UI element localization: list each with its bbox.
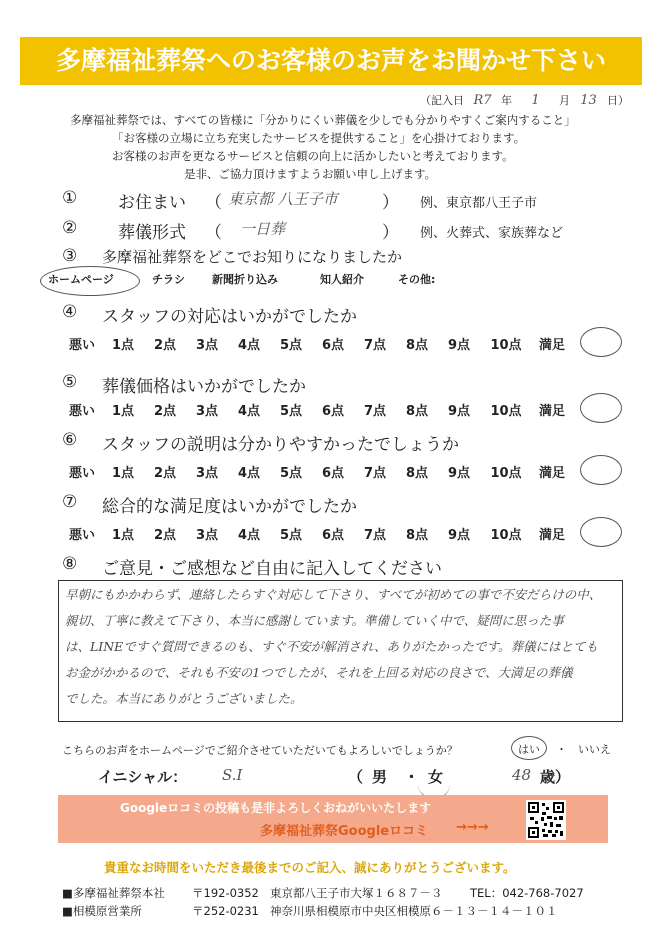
scale-6: 6点 [321, 404, 345, 419]
q2-answer: 一日葬 [240, 220, 286, 238]
scale-bad: 悪い [68, 338, 95, 353]
scale-2: 2点 [153, 338, 177, 353]
initials-open-paren: （ [348, 768, 364, 786]
scale-4: 4点 [237, 404, 261, 419]
q5-answer-circle [580, 393, 622, 423]
gender-female: 女 [428, 768, 444, 786]
q1-example: 例、東京都八王子市 [420, 196, 538, 211]
scale-6: 6点 [321, 466, 345, 481]
consent-yes: はい [518, 743, 540, 756]
thanks-message: 貴重なお時間をいただき最後までのご記入、誠にありがとうございます。 [104, 860, 516, 875]
scale-2: 2点 [153, 404, 177, 419]
q7-scale [62, 524, 622, 543]
scale-3: 3点 [195, 404, 219, 419]
q3-label: 多摩福祉葬祭をどこでお知りになりましたか [102, 248, 403, 266]
google-review-line-1: Googleロコミの投稿も是非よろしくおねがいいたします [120, 801, 432, 815]
scale-5: 5点 [279, 528, 303, 543]
date-month: 1 [531, 93, 540, 108]
office-sagamihara-address: 神奈川県相模原市中央区相模原６－１３－１４－１０１ [270, 904, 558, 918]
scale-10: 10点 [490, 528, 522, 543]
q3-option-newspaper: 新聞折り込み [212, 273, 278, 286]
scale-3: 3点 [195, 338, 219, 353]
comment-line-1: 早朝にもかかわらず、連絡したらすぐ対応して下さり、すべてが初めての事で不安だらけの中、 [65, 587, 602, 602]
scale-5: 5点 [279, 338, 303, 353]
scale-8: 8点 [405, 338, 429, 353]
initials-value: S.I [222, 766, 243, 784]
age-value: 48 [512, 766, 532, 784]
scale-2: 2点 [153, 528, 177, 543]
q4-answer-circle [580, 327, 622, 357]
intro-line-3: お客様のお声を更なるサービスと信頼の向上に活かしたいと考えております。 [112, 149, 514, 163]
scale-7: 7点 [363, 528, 387, 543]
scale-6: 6点 [321, 528, 345, 543]
q1-close-paren: ） [382, 193, 399, 213]
q3-option-flyer: チラシ [152, 273, 185, 286]
q4-number: ④ [62, 302, 78, 322]
scale-7: 7点 [363, 466, 387, 481]
scale-9: 9点 [447, 466, 471, 481]
gender-dot: ・ [404, 768, 420, 786]
initials-label: イニシャル： [98, 768, 188, 786]
office-hq-address: 東京都八王子市大塚１６８７－３ [270, 886, 443, 900]
office-hq-tel: TEL：042-768-7027 [470, 886, 584, 900]
date-era: R7 [473, 93, 492, 108]
entry-date [420, 92, 629, 108]
q8-number: ⑧ [62, 554, 78, 574]
q8-label: ご意見・ご感想など自由に記入してください [102, 559, 442, 579]
q5-number: ⑤ [62, 372, 78, 392]
scale-9: 9点 [447, 528, 471, 543]
scale-bad: 悪い [68, 528, 95, 543]
scale-1: 1点 [111, 404, 135, 419]
q6-answer-circle [580, 455, 622, 485]
office-hq-name: ■多摩福祉葬祭本社 [62, 886, 165, 900]
scale-satisfied: 満足 [538, 466, 565, 481]
q3-option-other: その他: [398, 273, 436, 286]
scale-6: 6点 [321, 338, 345, 353]
intro-line-2: 「お客様の立場に立ち充実したサービスを提供すること」を心掛けております。 [112, 131, 526, 145]
office-sagamihara-name: ■相模原営業所 [62, 904, 142, 918]
q5-label: 葬儀価格はいかがでしたか [102, 377, 306, 397]
q2-label: 葬儀形式 [118, 223, 186, 243]
q2-open-paren: （ [205, 223, 222, 243]
qr-code-icon[interactable] [526, 800, 566, 840]
date-month-unit: 月 [559, 94, 570, 107]
q1-label: お住まい [118, 193, 186, 213]
comment-line-5: でした。本当にありがとうございました。 [65, 691, 303, 706]
q6-label: スタッフの説明は分かりやすかったでしょうか [102, 435, 459, 455]
q1-answer: 東京都 八王子市 [228, 190, 338, 208]
age-unit: 歳） [540, 768, 571, 786]
q5-scale [62, 400, 622, 419]
q7-label: 総合的な満足度はいかがでしたか [102, 497, 357, 517]
q7-answer-circle [580, 517, 622, 547]
scale-bad: 悪い [68, 466, 95, 481]
scale-9: 9点 [447, 404, 471, 419]
office-hq-zip: 〒192-0352 [192, 886, 259, 900]
scale-1: 1点 [111, 466, 135, 481]
scale-7: 7点 [363, 404, 387, 419]
q3-option-referral: 知人紹介 [320, 273, 364, 286]
date-label: （記入日 [420, 94, 464, 107]
date-day-unit: 日） [607, 94, 629, 107]
google-review-line-2: 多摩福祉葬祭Googleロコミ [260, 824, 429, 839]
date-year-unit: 年 [501, 94, 512, 107]
scale-4: 4点 [237, 528, 261, 543]
q3-option-homepage: ホームページ [48, 273, 114, 286]
q1-number: ① [62, 188, 78, 208]
q7-number: ⑦ [62, 492, 78, 512]
scale-10: 10点 [490, 404, 522, 419]
consent-no: いいえ [578, 743, 611, 756]
comment-line-2: 親切、丁寧に教えて下さり、本当に感謝しています。準備していく中で、疑問に思った事 [65, 613, 564, 628]
consent-dot: ・ [556, 743, 567, 756]
scale-satisfied: 満足 [538, 338, 565, 353]
q2-close-paren: ） [382, 223, 399, 243]
page-title: 多摩福祉葬祭へのお客様のお声をお聞かせ下さい [55, 46, 606, 75]
scale-satisfied: 満足 [538, 528, 565, 543]
scale-3: 3点 [195, 466, 219, 481]
scale-8: 8点 [405, 404, 429, 419]
intro-line-4: 是非、ご協力頂けますようお願い申し上げます。 [184, 167, 437, 181]
comment-line-4: お金がかかるので、それも不安の1つでしたが、それを上回る対応の良さで、大満足の葬儀 [65, 665, 573, 680]
gender-male: 男 [372, 768, 388, 786]
scale-satisfied: 満足 [538, 404, 565, 419]
q4-label: スタッフの対応はいかがでしたか [102, 307, 357, 327]
scale-7: 7点 [363, 338, 387, 353]
date-day: 13 [580, 93, 597, 108]
scale-5: 5点 [279, 466, 303, 481]
scale-3: 3点 [195, 528, 219, 543]
q2-number: ② [62, 218, 78, 238]
scale-9: 9点 [447, 338, 471, 353]
q1-open-paren: （ [205, 193, 222, 213]
q6-scale [62, 462, 622, 481]
intro-line-1: 多摩福祉葬祭では、すべての皆様に「分かりにくい葬儀を少しでも分かりやすくご案内すること」 [70, 113, 576, 127]
google-review-arrows: →→→ [456, 820, 489, 835]
q2-example: 例、火葬式、家族葬など [420, 226, 564, 241]
scale-4: 4点 [237, 338, 261, 353]
comment-line-3: は、LINEですぐ質問できるのも、すぐ不安が解消され、ありがたかったです。葬儀にはとても [65, 639, 599, 654]
scale-4: 4点 [237, 466, 261, 481]
scale-2: 2点 [153, 466, 177, 481]
office-sagamihara-zip: 〒252-0231 [192, 904, 259, 918]
scale-10: 10点 [490, 338, 522, 353]
scale-10: 10点 [490, 466, 522, 481]
scale-1: 1点 [111, 528, 135, 543]
scale-8: 8点 [405, 528, 429, 543]
scale-8: 8点 [405, 466, 429, 481]
q6-number: ⑥ [62, 430, 78, 450]
scale-5: 5点 [279, 404, 303, 419]
consent-question: こちらのお声をホームページでご紹介させていただいてもよろしいでしょうか？ [62, 744, 458, 757]
q3-number: ③ [62, 246, 78, 266]
scale-1: 1点 [111, 338, 135, 353]
comment-box [58, 580, 623, 722]
scale-bad: 悪い [68, 404, 95, 419]
q4-scale [62, 334, 622, 353]
